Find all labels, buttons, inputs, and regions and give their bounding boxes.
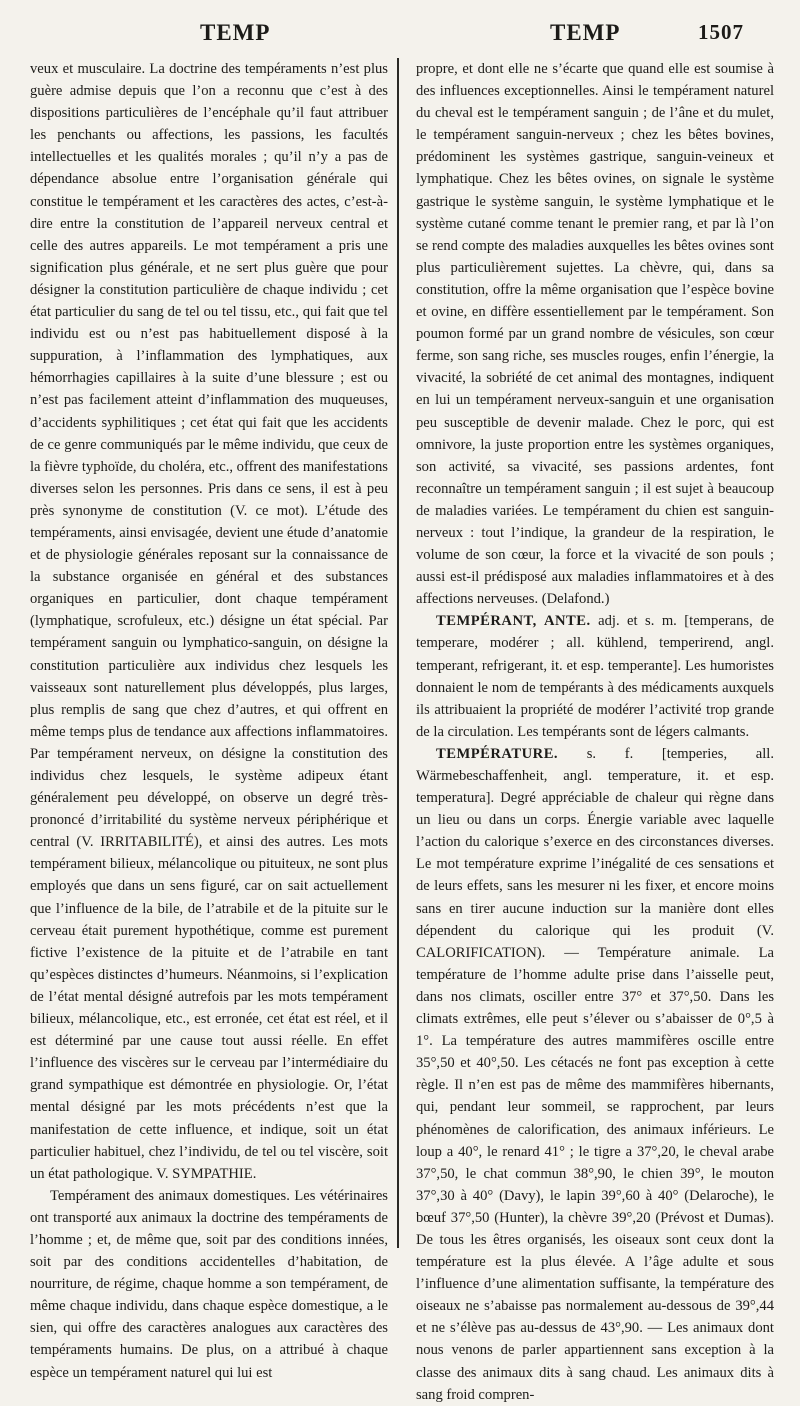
headword-temperature: TEMPÉRATURE. (436, 745, 559, 762)
running-head-right: TEMP (550, 20, 621, 45)
right-column (416, 58, 774, 1406)
column-divider (397, 58, 399, 1248)
entry-temperature-text: s. f. [temperies, all. Wärmebeschaffenheit, angl. temperature, it. et esp. temperatura]. Degré appréciable de chaleur qui règne dans un lieu ou dans un corps. Énergie variable avec laquelle l’action du calorique s’exerce en des circonstances diverses. Le mot température exprime l’inégalité de ces sensations et de leurs effets, sans les mesurer ni les fixer, et encore moins sans en tirer aucune induction sur la manière dont elles dépendent du calorique qui les produit (V. CALORIFICATION). — Température animale. La température de l’homme adulte prise dans l’aisselle peut, dans nos climats, osciller entre 37° et 37°,50. Dans les climats extrêmes, elle peut s’élever ou s’abaisser de 0°,5 à 1°. La température des autres mammifères oscille entre 35°,50 et 40°,50. Les cétacés ne font pas exception à cette règle. Il n’en est pas de même des mammifères hibernants, qui, pendant leur sommeil, se rapprochent, par leurs phénomènes de calorification, des animaux inférieurs. Le loup a 40°, le renard 41° ; le tigre a 37°,20, le cheval arabe 37°,50, le chat commun 38°,90, le chien 39°, le mouton 37°,30 à 40° (Davy), le lapin 39°,60 à 40° (Delaroche), le bœuf 37°,50 (Hunter), la chèvre 39°,20 (Prévost et Dumas). De tous les êtres organisés, les oiseaux sont ceux dont la température est la plus élevée. A l’âge adulte et sous l’influence d’une alimentation suffisante, la température des oiseaux ne s’abaisse pas normalement au-dessous de 39°,44 et ne s’élève pas au-dessus de 43°,90. — Les animaux dont nous venons de parler appartiennent sans exception à la classe des animaux dits à sang chaud. Les animaux dits à sang froid compren- (416, 745, 774, 1403)
two-column-body (30, 58, 774, 1406)
running-head-left: TEMP (200, 20, 271, 45)
headword-temperant: TEMPÉRANT, ANTE. (436, 613, 591, 630)
entry-temperature (416, 743, 774, 1406)
left-column (30, 58, 388, 1406)
page-number: 1507 (698, 20, 744, 44)
page-header (30, 0, 774, 58)
paragraph-animal-temperament-cont: propre, et dont elle ne s’écarte que quand elle est soumise à des influences exceptionnelles. Ainsi le tempérament naturel du cheval est le tempérament sanguin ; de l’âne et du mulet, le tempérament sanguin-nerveux ; chez les bêtes bovines, prédominent les systèmes gastrique, sanguin-veineux et lymphatique. Chez les bêtes ovines, on signale le système gastrique le système sanguin, le système lymphatique et le système cutané comme tenant le premier rang, et par là l’on se rend compte des maladies auxquelles les bêtes ovines sont plus particulièrement sujettes. La chèvre, qui, dans sa constitution, offre la même organisation que l’espèce bovine et ovine, en diffère essentiellement par le tempérament. Son poumon formé par un grand nombre de vésicules, son cœur ferme, son sang riche, ses muscles rouges, enfin l’énergie, la vivacité, la sobriété de cet animal des montagnes, indiquent en lui un tempérament nerveux-sanguin et une organisation peu susceptible de devenir malade. Chez le porc, qui est omnivore, la juste proportion entre les systèmes organiques, son activité, sa vivacité, ses passions ardentes, font reconnaître un tempérament sanguin ; il est sujet à beaucoup de maladies variées. Le tempérament du chien est sanguin-nerveux : tout l’indique, la grandeur de la respiration, le volume de son cœur, la force et la vivacité de son pouls ; aussi est-il prédisposé aux maladies inflammatoires et à des affections nerveuses. (Delafond.) (416, 61, 774, 608)
paragraph-temperament-doctrine: veux et musculaire. La doctrine des tempéraments n’est plus guère admise depuis que l’on a reconnu que c’est à des dispositions particulières de l’encéphale qu’il faut attribuer les penchants ou affections, les passions, les facultés intellectuelles et les qualités morales ; qu’il n’y a pas de dépendance absolue entre l’organisation générale qui constitue le tempérament et les caractères des actes, c’est-à-dire entre la constitution de l’appareil nerveux central et celle des autres appareils. Le mot tempérament a pris une signification plus générale, et ne sert plus guère que pour désigner la constitution particulière de chaque individu ; cet état particulier du sang de tel ou tel tissu, etc., qui fait que tel individu est ou n’est pas habituellement disposé à la suppuration, à l’inflammation des lymphatiques, aux hémorrhagies capillaires à la suite d’une blessure ; est ou n’est pas facilement atteint d’inflammation des muqueuses, d’accidents syphilitiques ; cet état qui fait que les accidents de ce genre communiqués par le même individu, que ceux de la fièvre typhoïde, du choléra, etc., offrent des manifestations diverses selon les personnes. Pris dans ce sens, il est à peu près synonyme de constitution (V. ce mot). L’étude des tempéraments, ainsi envisagée, devient une étude d’anatomie et de physiologie générales reposant sur la connaissance de la substance organisée en général et des substances organiques en particulier, dont chaque tempérament (lymphatique, scrofuleux, etc.) désigne un état spécial. Par tempérament sanguin ou lymphatico-sanguin, on désigne la constitution particulière aux individus chez lesquels les vaisseaux sont naturellement plus développés, plus larges, plus remplis de sang que chez d’autres, et qui offrent en même temps plus de tendance aux affections inflammatoires. Par tempérament nerveux, on désigne la constitution des individus chez lesquels, le système adipeux étant généralement peu développé, on observe un degré très-prononcé d’irritabilité du système nerveux périphérique et central (V. IRRITABILITÉ), et ainsi des autres. Les mots tempérament bilieux, mélancolique ou pituiteux, ne sont plus employés que dans un sens figuré, car on sait actuellement que l’influence de la bile, de l’atrabile et de la pituite sur le cerveau était purement hypothétique, comme est purement fictive l’existence de la pituite et de l’atrabile en tant qu’espèces distinctes d’humeurs. Néanmoins, si l’explication de l’état mental désigné autrefois par les mots tempérament bilieux, mélancolique, etc., est erronée, cet état est réel, et il est déterminé par une cause tout aussi réelle. En effet l’influence des viscères sur le cerveau par l’intermédiaire du grand sympathique est démontrée en physiologie. Or, l’état mental désigné par les mots précédents n’est que la manifestation de cette influence, et indique, soit un état particulier habituel, chez l’individu, de tel ou tel viscère, soit un état pathologique. V. SYMPATHIE. (30, 61, 388, 1182)
entry-temperant-text: adj. et s. m. [temperans, de temperare, modérer ; all. kühlend, temperirend, angl. temperant, refrigerant, it. et esp. temperante]. Les humoristes donnaient le nom de tempérants à des médicaments auxquels ils attribuaient la propriété de modérer l’activité trop grande de la circulation. Les tempérants sont de légers calmants. (416, 613, 774, 740)
paragraph-animal-temperament: Tempérament des animaux domestiques. Les vétérinaires ont transporté aux animaux la doctrine des tempéraments de l’homme ; et, de même que, soit par des conditions innées, soit par des conditions accidentelles d’habitation, de nourriture, de régime, chaque homme a son tempérament, de même chaque individu, dans chaque espèce domestique, a le sien, qui offre des caractères analogues aux caractères des tempéraments humains. De plus, on a attribué à chaque espèce un tempérament naturel qui lui est (30, 1187, 388, 1381)
entry-temperant (416, 610, 774, 743)
